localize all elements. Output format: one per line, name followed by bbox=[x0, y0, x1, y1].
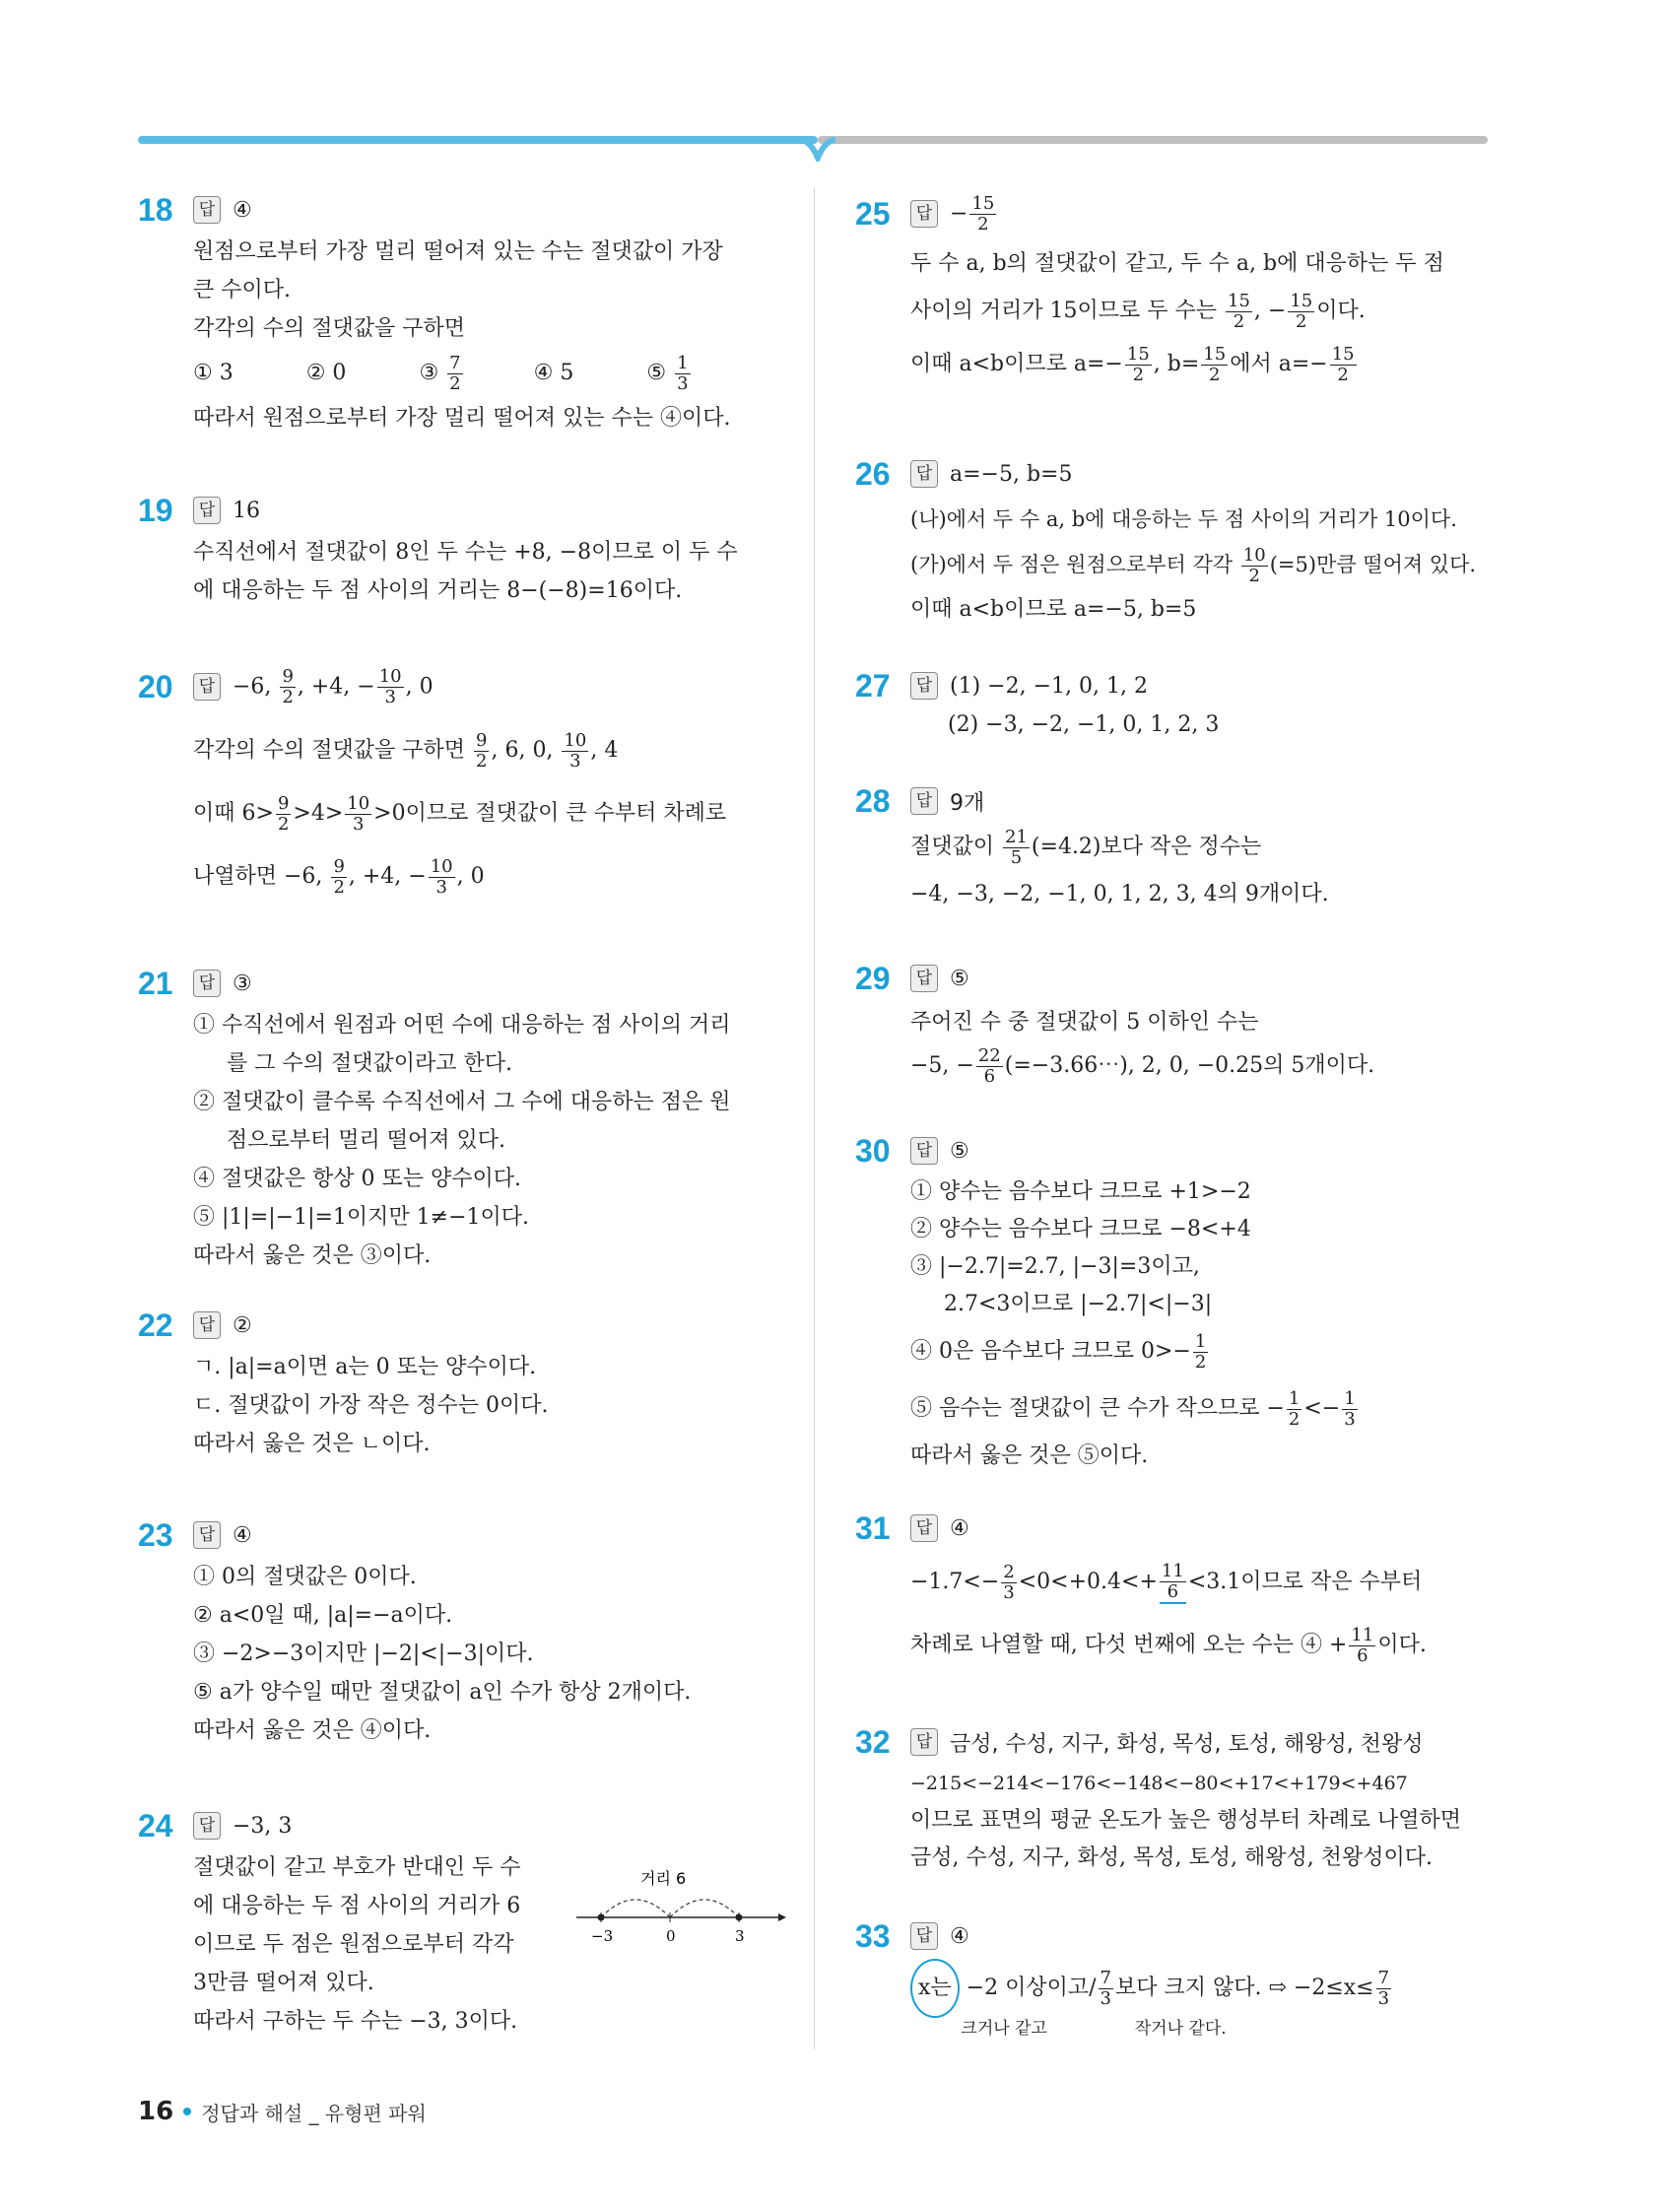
annotation: 크거나 같고 bbox=[961, 2019, 1047, 2039]
circled-term: x는 bbox=[910, 1959, 960, 2018]
text-line: ③ |−2.7|=2.7, |−3|=3이고, bbox=[910, 1254, 1200, 1279]
text-line: x는 −2 이상이고/ $\frac{7}{3}$ 보다 크지 않다. ⇨ −2≤x≤ $\frac{7}{3}$ bbox=[910, 1959, 1505, 2018]
problem-number: 25 bbox=[855, 195, 891, 232]
answer-tag: 답 bbox=[910, 1137, 938, 1165]
text-line: ㄷ. 절댓값이 가장 작은 정수는 0이다. bbox=[193, 1393, 549, 1418]
top-bar-accent bbox=[138, 136, 818, 144]
choice-1: ① 3 bbox=[193, 361, 234, 385]
choice-5: ⑤ bbox=[646, 361, 667, 385]
problem-number: 23 bbox=[138, 1516, 173, 1553]
answer-tag: 답 bbox=[910, 1514, 938, 1542]
problem-number: 26 bbox=[855, 455, 891, 492]
text-line: 주어진 수 중 절댓값이 5 이하인 수는 bbox=[910, 1010, 1259, 1035]
problem-29 bbox=[855, 956, 1505, 1088]
text-line: 따라서 옳은 것은 ⑤이다. bbox=[910, 1443, 1149, 1468]
text-line: 2.7<3이므로 |−2.7|<|−3| bbox=[944, 1292, 1213, 1316]
text-line: 따라서 원점으로부터 가장 멀리 떨어져 있는 수는 ④이다. bbox=[193, 406, 731, 431]
problem-23 bbox=[138, 1512, 788, 1750]
text-line: −5, − $\frac{22}{6}$ (=−3.66⋯), 2, 0, −0.25의 5개이다. bbox=[910, 1044, 1375, 1087]
text-line: 점으로부터 멀리 떨어져 있다. bbox=[227, 1128, 505, 1153]
text-line: ⑤ 음수는 절댓값이 큰 수가 작으므로 − $\frac{1}{2}$ <− $\frac{1}{3}$ bbox=[910, 1387, 1356, 1430]
choice-row bbox=[193, 348, 788, 399]
text-line: 따라서 옳은 것은 ㄴ이다. bbox=[193, 1432, 431, 1456]
text-line: 절댓값이 같고 부호가 반대인 두 수 bbox=[193, 1855, 521, 1880]
text-line: (나)에서 두 수 a, b에 대응하는 두 점 사이의 거리가 10이다. bbox=[910, 507, 1457, 531]
text-line: ② 절댓값이 클수록 수직선에서 그 수에 대응하는 점은 원 bbox=[193, 1090, 731, 1114]
problem-22 bbox=[138, 1303, 788, 1463]
text-line: 따라서 구하는 두 수는 −3, 3이다. bbox=[193, 2009, 518, 2034]
text-line: ⑤ |1|=|−1|=1이지만 1≠−1이다. bbox=[193, 1205, 530, 1230]
problem-32 bbox=[855, 1719, 1505, 1877]
text-line: 에 대응하는 두 점 사이의 거리가 6 bbox=[193, 1894, 521, 1918]
annotation-row bbox=[910, 2018, 1505, 2042]
choice-4: ④ 5 bbox=[533, 361, 574, 385]
choice-3: ③ bbox=[419, 361, 439, 385]
text-line: ④ 절댓값은 항상 0 또는 양수이다. bbox=[193, 1167, 521, 1191]
text-line: 각각의 수의 절댓값을 구하면 bbox=[193, 316, 466, 341]
text-line: 따라서 옳은 것은 ④이다. bbox=[193, 1718, 432, 1743]
text-line: 절댓값이 $\frac{21}{5}$ (=4.2)보다 작은 정수는 bbox=[910, 826, 1262, 868]
top-bar-notch bbox=[800, 136, 835, 162]
text-line: 수직선에서 절댓값이 8인 두 수는 +8, −8이므로 이 두 수 bbox=[193, 540, 738, 565]
text-line: 에 대응하는 두 점 사이의 거리는 8−(−8)=16이다. bbox=[193, 578, 683, 603]
answer-value: −3, 3 bbox=[233, 1813, 293, 1839]
footer-title: 정답과 해설 _ 유형편 파워 bbox=[201, 2101, 427, 2125]
annotation: 작거나 같다. bbox=[1134, 2019, 1227, 2039]
problem-number: 29 bbox=[855, 960, 891, 996]
tick-label: −3 bbox=[591, 1927, 614, 1945]
text-line: ① 수직선에서 원점과 어떤 수에 대응하는 점 사이의 거리 bbox=[193, 1013, 731, 1038]
answer-value: ④ bbox=[233, 197, 252, 223]
text-line: ② 양수는 음수보다 크므로 −8<+4 bbox=[910, 1217, 1251, 1241]
text-line: 사이의 거리가 15이므로 두 수는 $\frac{15}{2}$ , − $\frac{15}{2}$ 이다. bbox=[910, 290, 1366, 332]
answer-value: a=−5, b=5 bbox=[950, 461, 1073, 487]
text-line: 이때 6> $\frac{9}{2}$ >4> $\frac{10}{3}$ >0이므로 절댓값이 큰 수부터 차례로 bbox=[193, 792, 727, 835]
answer-value: 9개 bbox=[950, 790, 985, 816]
answer-tag: 답 bbox=[910, 1922, 938, 1950]
answer-value: ④ bbox=[233, 1522, 252, 1548]
problem-30 bbox=[855, 1128, 1505, 1475]
text-line: 금성, 수성, 지구, 화성, 목성, 토성, 해왕성, 천왕성이다. bbox=[910, 1845, 1433, 1870]
page-footer bbox=[138, 2097, 427, 2126]
problem-31 bbox=[855, 1506, 1505, 1677]
answer-tag: 답 bbox=[193, 497, 221, 524]
answer-value: ③ bbox=[233, 971, 252, 996]
column-divider bbox=[814, 187, 815, 2049]
problem-number: 19 bbox=[138, 492, 173, 528]
answer-value: ② bbox=[233, 1312, 252, 1338]
text-line: (가)에서 두 점은 원점으로부터 각각 $\frac{10}{2}$ (=5)만큼 떨어져 있다. bbox=[910, 545, 1477, 586]
answer-value: (2) −3, −2, −1, 0, 1, 2, 3 bbox=[948, 712, 1220, 737]
text-line: 큰 수이다. bbox=[193, 278, 291, 302]
answer-tag: 답 bbox=[910, 1728, 938, 1756]
text-line: ㄱ. |a|=a이면 a는 0 또는 양수이다. bbox=[193, 1355, 537, 1379]
text-line: ① 0의 절댓값은 0이다. bbox=[193, 1565, 417, 1589]
problem-number: 27 bbox=[855, 667, 891, 704]
text-line: ② a<0일 때, |a|=−a이다. bbox=[193, 1603, 453, 1628]
text-line: ① 양수는 음수보다 크므로 +1>−2 bbox=[910, 1179, 1251, 1204]
problem-26 bbox=[855, 451, 1505, 633]
problem-number: 24 bbox=[138, 1807, 173, 1843]
text-line: 각각의 수의 절댓값을 구하면 $\frac{9}{2}$ , 6, 0, $\frac{10}{3}$ , 4 bbox=[193, 729, 619, 771]
problem-number: 22 bbox=[138, 1307, 173, 1343]
page-number: 16 bbox=[138, 2097, 174, 2126]
answer-tag: 답 bbox=[193, 970, 221, 997]
answer-tag: 답 bbox=[910, 460, 938, 488]
answer-value: 금성, 수성, 지구, 화성, 목성, 토성, 해왕성, 천왕성 bbox=[950, 1731, 1424, 1757]
problem-28 bbox=[855, 778, 1505, 918]
answer-tag: 답 bbox=[193, 196, 221, 224]
problem-19 bbox=[138, 488, 788, 610]
answer-value: ④ bbox=[950, 1923, 969, 1949]
text-line: −1.7<− $\frac{2}{3}$ <0<+0.4<+ $\frac{11}{6}$ <3.1이므로 작은 수부터 bbox=[910, 1560, 1423, 1603]
text-line: 원점으로부터 가장 멀리 떨어져 있는 수는 절댓값이 가장 bbox=[193, 239, 723, 264]
text-line: 차례로 나열할 때, 다섯 번째에 오는 수는 ④ + $\frac{11}{6}$ 이다. bbox=[910, 1624, 1427, 1666]
text-line: −4, −3, −2, −1, 0, 1, 2, 3, 4의 9개이다. bbox=[910, 882, 1329, 906]
text-line: ③ −2>−3이지만 |−2|<|−3|이다. bbox=[193, 1642, 534, 1666]
text-line: 이때 a<b이므로 a=−5, b=5 bbox=[910, 597, 1197, 622]
problem-number: 32 bbox=[855, 1723, 891, 1760]
text-line: 나열하면 −6, $\frac{9}{2}$ , +4, − $\frac{10}{3}$ , 0 bbox=[193, 855, 485, 898]
number-line-figure bbox=[571, 1864, 788, 1953]
text-line: 두 수 a, b의 절댓값이 같고, 두 수 a, b에 대응하는 두 점 bbox=[910, 251, 1444, 276]
answer-value: 16 bbox=[233, 498, 260, 523]
answer-tag: 답 bbox=[910, 787, 938, 815]
text-line: 를 그 수의 절댓값이라고 한다. bbox=[227, 1051, 512, 1076]
problem-number: 30 bbox=[855, 1132, 891, 1169]
problem-21 bbox=[138, 961, 788, 1275]
problem-number: 18 bbox=[138, 191, 173, 228]
answer-tag: 답 bbox=[910, 200, 938, 228]
problem-number: 20 bbox=[138, 668, 173, 704]
text-line: 3만큼 떨어져 있다. bbox=[193, 1971, 374, 1995]
answer-value: − $\frac{15}{2}$ bbox=[950, 192, 995, 235]
answer-tag: 답 bbox=[910, 965, 938, 992]
text-line: ⑤ a가 양수일 때만 절댓값이 a인 수가 항상 2개이다. bbox=[193, 1680, 692, 1705]
tick-label: 0 bbox=[666, 1927, 676, 1945]
text-line: 이므로 표면의 평균 온도가 높은 행성부터 차례로 나열하면 bbox=[910, 1808, 1462, 1833]
bullet-dot-icon bbox=[183, 2108, 191, 2115]
problem-18 bbox=[138, 187, 788, 437]
answer-tag: 답 bbox=[193, 1521, 221, 1549]
text-line: 이때 a<b이므로 a=− $\frac{15}{2}$ , b= $\frac{15}{2}$ 에서 a=− $\frac{15}{2}$ bbox=[910, 343, 1355, 385]
problem-20 bbox=[138, 660, 788, 908]
top-bar-gray bbox=[818, 136, 1488, 144]
problem-24 bbox=[138, 1803, 788, 2041]
fraction: $\frac{7}{2}$ bbox=[449, 352, 461, 394]
problem-33 bbox=[855, 1913, 1505, 2042]
fraction: $\frac{1}{3}$ bbox=[677, 352, 689, 394]
answer-tag: 답 bbox=[910, 672, 938, 700]
answer-tag: 답 bbox=[193, 673, 221, 701]
problem-25 bbox=[855, 187, 1505, 388]
answer-value: (1) −2, −1, 0, 1, 2 bbox=[950, 673, 1148, 699]
text-line: ④ 0은 음수보다 크므로 0>− $\frac{1}{2}$ bbox=[910, 1330, 1207, 1373]
problem-number: 33 bbox=[855, 1917, 891, 1954]
problem-number: 31 bbox=[855, 1509, 891, 1546]
answer-tag: 답 bbox=[193, 1812, 221, 1840]
distance-label: 거리 6 bbox=[640, 1869, 687, 1888]
answer-value: ④ bbox=[950, 1515, 969, 1541]
problem-number: 28 bbox=[855, 782, 891, 819]
problem-number: 21 bbox=[138, 965, 173, 1001]
text-line: 따라서 옳은 것은 ③이다. bbox=[193, 1243, 432, 1268]
tick-label: 3 bbox=[735, 1927, 745, 1945]
answer-value: ⑤ bbox=[950, 1138, 969, 1164]
problem-27 bbox=[855, 663, 1505, 742]
text-line: −215<−214<−176<−148<−80<+17<+179<+467 bbox=[910, 1773, 1408, 1794]
answer-value: −6, $\frac{9}{2}$ , +4, − $\frac{10}{3}$ , 0 bbox=[233, 665, 434, 707]
choice-2: ② 0 bbox=[305, 361, 347, 385]
text-line: 이므로 두 점은 원점으로부터 각각 bbox=[193, 1932, 514, 1957]
answer-value: ⑤ bbox=[950, 966, 969, 991]
answer-tag: 답 bbox=[193, 1311, 221, 1339]
